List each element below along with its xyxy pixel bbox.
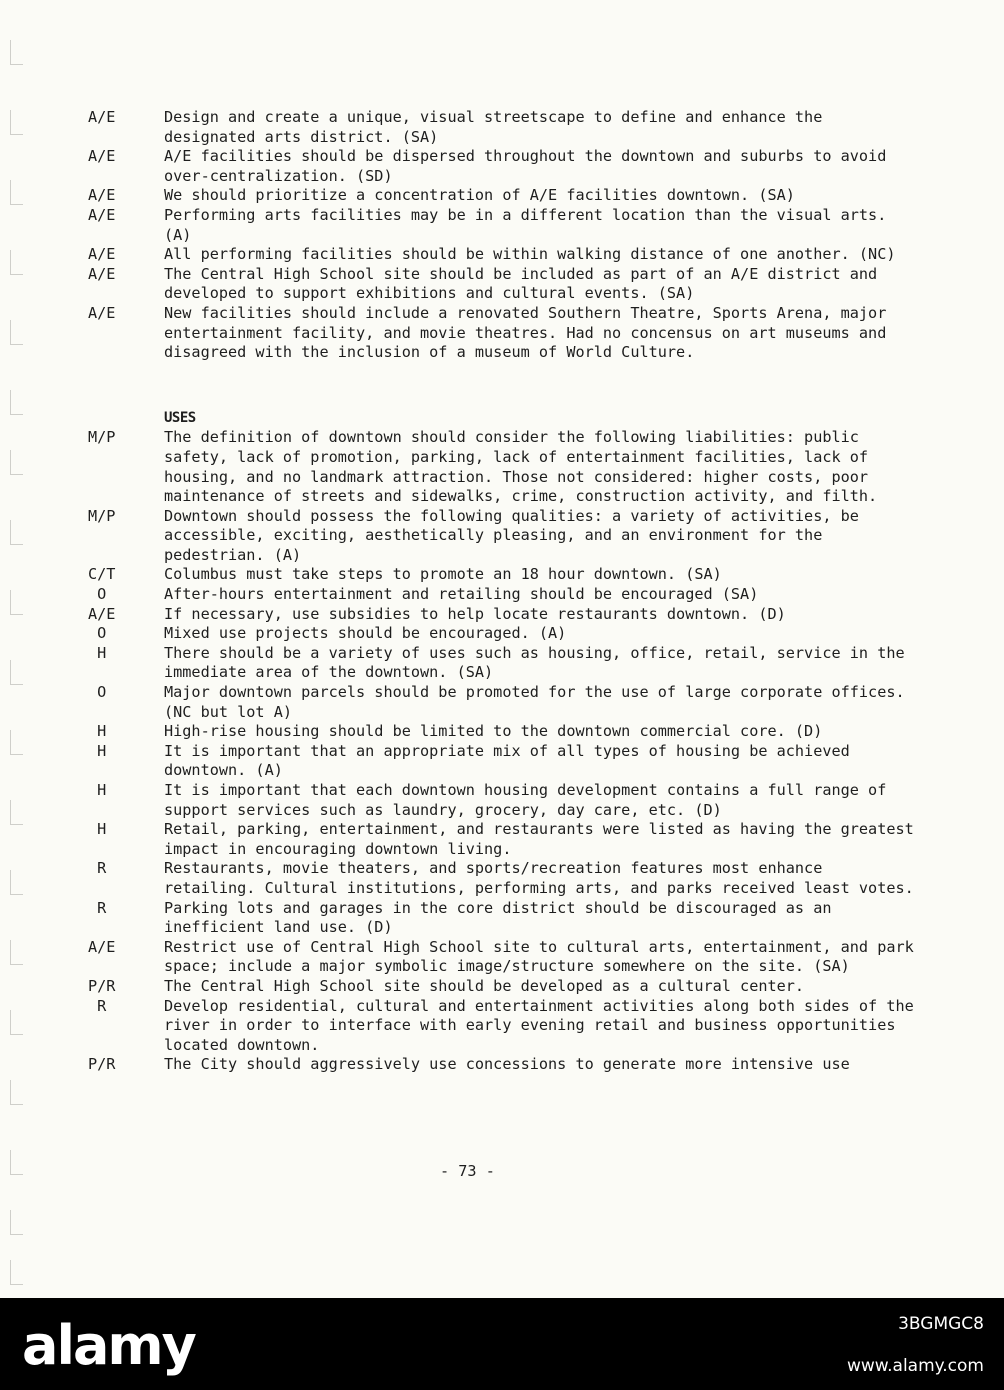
entry-text: The definition of downtown should consider the following liabilities: public safety, lack of promotion, parking, lack of entertainment facilities, lack of housing, and no landmark attraction. Those not considered: higher costs, poor maintenance of streets and sidewalks, crime, construction activity, and filth. bbox=[164, 428, 878, 506]
entry-text: After-hours entertainment and retailing should be encouraged (SA) bbox=[164, 585, 759, 604]
list-item bbox=[88, 624, 918, 644]
entry-tag: R bbox=[88, 859, 107, 878]
entry-text: Develop residential, cultural and entertainment activities along both sides of the river in order to interface with early evening retail and business opportunities located downtown. bbox=[164, 996, 914, 1054]
entry-text: Retail, parking, entertainment, and restaurants were listed as having the greatest impact in encouraging downtown living. bbox=[164, 820, 914, 858]
entry-tag: R bbox=[88, 898, 107, 917]
list-item bbox=[88, 683, 918, 722]
binding-margin bbox=[0, 0, 30, 1298]
list-item bbox=[88, 265, 918, 304]
entry-text: Downtown should possess the following qualities: a variety of activities, be accessible, exciting, aesthetically pleasing, and an environment for the pedestrian. (A) bbox=[164, 506, 859, 564]
list-item bbox=[88, 938, 918, 977]
list-item bbox=[88, 605, 918, 625]
entry-text: Parking lots and garages in the core district should be discouraged as an inefficient land use. (D) bbox=[164, 898, 832, 937]
entry-tag: P/R bbox=[88, 1055, 116, 1074]
entry-tag: M/P bbox=[88, 506, 116, 525]
entry-text: New facilities should include a renovated Southern Theatre, Sports Arena, major entertainment facility, and movie theatres. Had no concensus on art museums and disagreed with the inclusion of a museum of World Culture. bbox=[164, 303, 887, 362]
list-item bbox=[88, 245, 918, 265]
list-item bbox=[88, 899, 918, 938]
entry-tag: A/E bbox=[88, 245, 116, 264]
entry-text: There should be a variety of uses such as housing, office, retail, service in the immediate area of the downtown. (SA) bbox=[164, 643, 905, 682]
entry-tag: C/T bbox=[88, 565, 116, 584]
entry-text: It is important that an appropriate mix of all types of housing be achieved downtown. (A) bbox=[164, 741, 850, 780]
entry-text: Columbus must take steps to promote an 18 hour downtown. (SA) bbox=[164, 565, 722, 584]
entry-tag: H bbox=[88, 781, 107, 799]
list-item bbox=[88, 997, 918, 1056]
alamy-logo: alamy bbox=[22, 1314, 195, 1377]
entry-tag: A/E bbox=[88, 604, 116, 623]
entry-tag: A/E bbox=[88, 205, 116, 224]
entry-tag: M/P bbox=[88, 428, 116, 447]
entry-text: Restrict use of Central High School site to cultural arts, entertainment, and park space; include a major symbolic image/structure somewhere on the site. (SA) bbox=[164, 937, 914, 976]
list-item bbox=[88, 304, 918, 363]
entry-tag: H bbox=[88, 722, 107, 741]
entry-tag: H bbox=[88, 741, 107, 760]
entry-text: Design and create a unique, visual streetscape to define and enhance the designated arts district. (SA) bbox=[164, 108, 823, 146]
arts-entertainment-list bbox=[88, 108, 918, 363]
document-text bbox=[88, 108, 918, 1075]
entry-text: A/E facilities should be dispersed throughout the downtown and suburbs to avoid over-centralization. (SD) bbox=[164, 147, 887, 185]
list-item bbox=[88, 1055, 918, 1075]
entry-text: The Central High School site should be developed as a cultural center. bbox=[164, 976, 805, 995]
entry-text: The Central High School site should be included as part of an A/E district and developed to support exhibitions and cultural events. (SA) bbox=[164, 264, 878, 303]
entry-text: Performing arts facilities may be in a different location than the visual arts. (A) bbox=[164, 205, 887, 244]
entry-tag: A/E bbox=[88, 303, 116, 322]
uses-list bbox=[88, 428, 918, 1075]
entry-text: All performing facilities should be within walking distance of one another. (NC) bbox=[164, 245, 896, 264]
list-item bbox=[88, 722, 918, 742]
list-item bbox=[88, 742, 918, 781]
entry-tag: A/E bbox=[88, 108, 116, 126]
list-item bbox=[88, 644, 918, 683]
entry-tag: O bbox=[88, 585, 107, 604]
list-item bbox=[88, 428, 918, 506]
entry-text: Restaurants, movie theaters, and sports/recreation features most enhance retailing. Cultural institutions, performing arts, and parks received least votes. bbox=[164, 859, 914, 897]
watermark-footer bbox=[0, 1298, 1004, 1390]
page-number: - 73 - bbox=[440, 1162, 495, 1180]
entry-tag: A/E bbox=[88, 147, 116, 166]
uses-heading: USES bbox=[164, 409, 196, 426]
entry-tag: A/E bbox=[88, 264, 116, 283]
entry-text: Major downtown parcels should be promoted for the use of large corporate offices. (NC but lot A) bbox=[164, 683, 905, 721]
list-item bbox=[88, 186, 918, 206]
entry-text: The City should aggressively use concessions to generate more intensive use bbox=[164, 1055, 850, 1074]
entry-text: Mixed use projects should be encouraged. (A) bbox=[164, 624, 567, 643]
list-item bbox=[88, 977, 918, 997]
list-item bbox=[88, 206, 918, 245]
entry-tag: O bbox=[88, 683, 107, 702]
entry-text: It is important that each downtown housing development contains a full range of support services such as laundry, grocery, day care, etc. (D) bbox=[164, 781, 887, 819]
image-id: 3BGMGC8 bbox=[898, 1314, 984, 1334]
site-url: www.alamy.com bbox=[846, 1356, 984, 1376]
entry-text: High-rise housing should be limited to the downtown commercial core. (D) bbox=[164, 722, 823, 741]
list-item bbox=[88, 820, 918, 859]
entry-tag: H bbox=[88, 643, 107, 662]
entry-tag: A/E bbox=[88, 937, 116, 956]
list-item bbox=[88, 859, 918, 898]
entry-tag: R bbox=[88, 996, 107, 1015]
list-item bbox=[88, 585, 918, 605]
list-item bbox=[88, 565, 918, 585]
entry-tag: A/E bbox=[88, 186, 116, 205]
entry-text: If necessary, use subsidies to help locate restaurants downtown. (D) bbox=[164, 604, 786, 623]
list-item bbox=[88, 507, 918, 566]
entry-tag: P/R bbox=[88, 976, 116, 995]
entry-text: We should prioritize a concentration of A/E facilities downtown. (SA) bbox=[164, 186, 795, 205]
entry-tag: H bbox=[88, 820, 107, 839]
list-item bbox=[88, 147, 918, 186]
list-item bbox=[88, 781, 918, 820]
list-item bbox=[88, 108, 918, 147]
entry-tag: O bbox=[88, 624, 107, 643]
